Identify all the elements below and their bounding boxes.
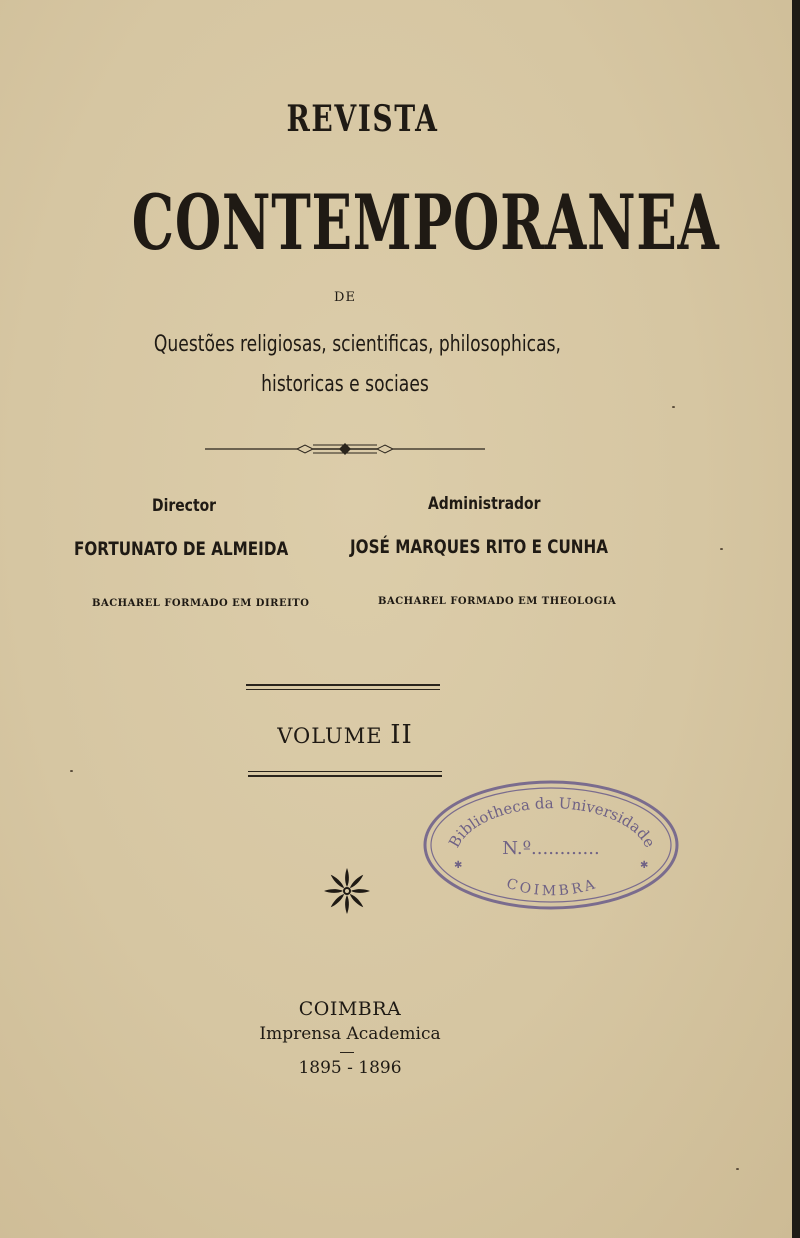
ornamental-divider <box>205 440 485 458</box>
preposition-de: DE <box>334 290 356 305</box>
administrator-name: JOSÉ MARQUES RITO E CUNHA <box>350 536 608 558</box>
volume-number: II <box>390 720 413 750</box>
subtitle-line-1: Questões religiosas, scientificas, philosophicas, <box>153 332 561 357</box>
page-edge <box>792 0 800 1238</box>
stamp-number: N.º............ <box>502 838 600 859</box>
volume-label <box>260 720 430 750</box>
stamp-star-left-icon: ✱ <box>454 860 463 871</box>
imprint-dash <box>340 1052 354 1053</box>
subtitle-line-2: historicas e sociaes <box>261 372 429 397</box>
stamp-star-right-icon: ✱ <box>640 860 649 871</box>
library-stamp <box>420 776 682 914</box>
imprint-city: COIMBRA <box>298 998 402 1020</box>
director-name: FORTUNATO DE ALMEIDA <box>74 538 289 560</box>
volume-rule-top <box>246 684 440 686</box>
paper-speck <box>736 1168 739 1170</box>
imprint-press: Imprensa Academica <box>259 1024 441 1044</box>
volume-rule-top-thin <box>246 689 440 690</box>
stamp-bottom-text: COIMBRA <box>504 875 600 900</box>
journal-title: CONTEMPORANEA <box>131 178 720 267</box>
volume-rule-bottom-thin <box>248 771 442 772</box>
volume-rule-bottom <box>248 775 442 777</box>
volume-word: VOLUME <box>277 724 383 748</box>
floral-ornament-icon <box>322 866 372 916</box>
journal-word-revista: REVISTA <box>286 98 439 140</box>
stamp-top-text: Bibliotheca da Universidade <box>445 794 659 851</box>
imprint-years: 1895 - 1896 <box>298 1058 402 1078</box>
director-role: Director <box>152 496 217 516</box>
paper-speck <box>720 548 723 550</box>
administrator-role: Administrador <box>428 494 541 514</box>
paper-speck <box>672 406 675 408</box>
administrator-degree: BACHAREL FORMADO EM THEOLOGIA <box>378 596 617 607</box>
paper-speck <box>70 770 73 772</box>
director-degree: BACHAREL FORMADO EM DIREITO <box>92 598 310 609</box>
